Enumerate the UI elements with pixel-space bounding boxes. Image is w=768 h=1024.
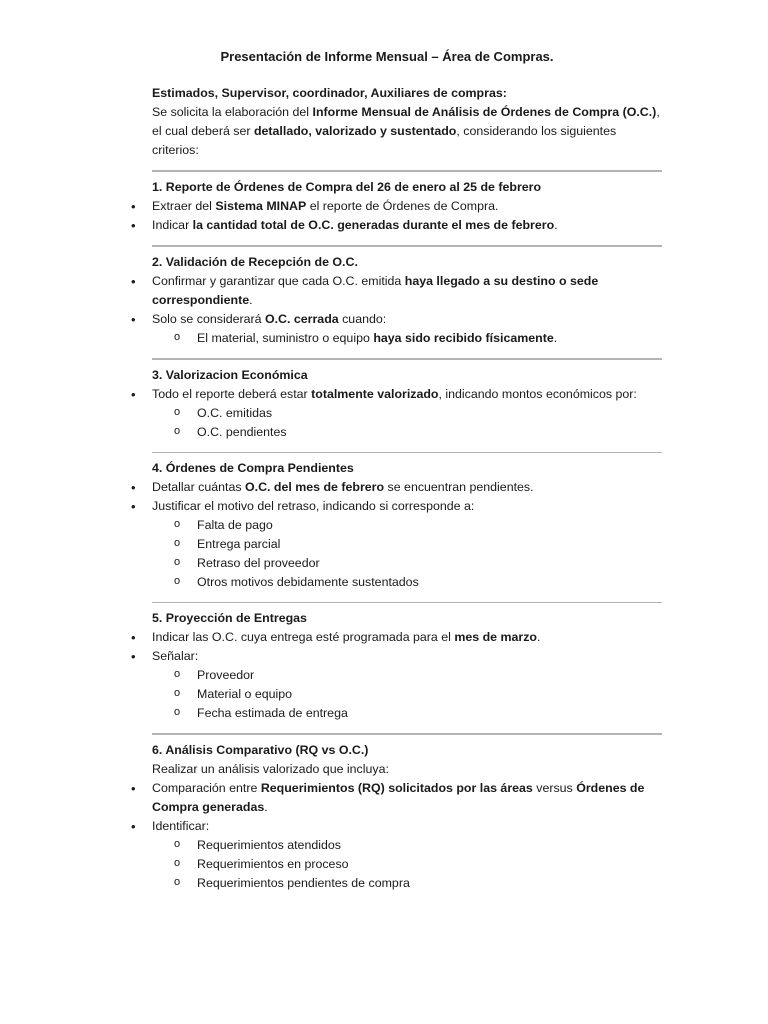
section-6-list [152,779,662,893]
sub-list [152,404,662,442]
section-title-3: 3. Valorizacion Económica [152,368,308,382]
section-divider [152,358,662,360]
intro-paragraph [152,103,662,160]
text: cuando: [338,312,387,326]
sub-list-item: o Falta de pago [197,516,662,535]
list-item [152,779,662,817]
section-title-6: 6. Análisis Comparativo (RQ vs O.C.) [152,743,369,757]
intro-bold-requirements: detallado, valorizado y sustentado [253,124,457,138]
bold-text: haya sido recibido físicamente [373,331,554,345]
list-item [152,197,662,216]
text: . [249,293,253,307]
bold-text: O.C. cerrada [264,312,339,326]
section-title-5: 5. Proyección de Entregas [152,611,307,625]
bold-text: la cantidad total de O.C. generadas durante el mes de febrero [192,218,555,232]
bold-text: O.C. del mes de febrero [244,480,385,494]
sub-list-item: o Proveedor [197,666,662,685]
text: . [537,630,541,644]
text: El material, suministro o equipo [197,331,374,345]
list-item [152,385,662,442]
section-title-4: 4. Órdenes de Compra Pendientes [152,461,354,475]
sub-list [152,666,662,723]
sub-list-item: o Fecha estimada de entrega [197,704,662,723]
text: Extraer del [152,199,216,213]
text: , indicando montos económicos por: [438,387,637,401]
sub-list-item [197,329,662,348]
list-item [152,310,662,348]
bold-text: Requerimientos (RQ) solicitados por las áreas [260,781,533,795]
sub-list-item: o Retraso del proveedor [197,554,662,573]
section-title-1: 1. Reporte de Órdenes de Compra del 26 de enero al 25 de febrero [152,180,542,194]
sub-list [152,516,662,592]
sub-list-item: o O.C. pendientes [197,423,662,442]
sub-list-item: o O.C. emitidas [197,404,662,423]
sub-list-item: o Requerimientos atendidos [197,836,662,855]
bold-text: haya llegado a su destino o sede correspondiente [152,274,599,307]
intro-bold-report-name: Informe Mensual de Análisis de Órdenes de Compra (O.C.) [312,105,657,119]
document-title: Presentación de Informe Mensual – Área de Compras. [220,49,554,64]
sub-list-item: o Entrega parcial [197,535,662,554]
bold-text: Órdenes de Compra generadas [152,781,645,814]
section-4-list [152,478,662,592]
bold-text: Sistema MINAP [215,199,307,213]
text: Justificar el motivo del retraso, indicando si corresponde a: [152,499,475,513]
section-1-list [152,197,662,235]
section-3-list [152,385,662,442]
sub-list [152,329,662,348]
section-divider [152,602,662,603]
text: Señalar: [152,649,199,663]
text: el reporte de Órdenes de Compra. [306,199,499,213]
text: Confirmar y garantizar que cada O.C. emitida [152,274,405,288]
bold-text: totalmente valorizado [311,387,439,401]
text: Detallar cuántas [152,480,245,494]
intro-text: , el cual deberá ser [152,105,660,138]
section-divider [152,733,662,735]
sub-list-item: o Otros motivos debidamente sustentados [197,573,662,592]
text: . [264,800,268,814]
list-item [152,817,662,893]
list-item [152,478,662,497]
section-5-list [152,628,662,723]
list-item [152,272,662,310]
section-divider [152,170,662,172]
section-title-2: 2. Validación de Recepción de O.C. [152,255,358,269]
greeting: Estimados, Supervisor, coordinador, Auxiliares de compras: [152,86,507,100]
text: Indicar las O.C. cuya entrega esté programada para el [152,630,455,644]
text: Comparación entre [152,781,261,795]
section-2-list [152,272,662,348]
text: versus [532,781,577,795]
section-divider [152,452,662,453]
section-divider [152,245,662,247]
list-item [152,628,662,647]
text: se encuentran pendientes. [384,480,534,494]
sub-list-item: o Requerimientos pendientes de compra [197,874,662,893]
list-item [152,497,662,592]
text: Solo se considerará [152,312,265,326]
text: Identificar: [152,819,210,833]
text: . [553,331,558,345]
sub-list-item: o Requerimientos en proceso [197,855,662,874]
document-body [152,84,662,893]
sub-list [152,836,662,893]
intro-text: Se solicita la elaboración del [152,105,313,119]
text: Indicar [152,218,193,232]
list-item [152,216,662,235]
list-item [152,647,662,723]
section-6-intro: Realizar un análisis valorizado que incluya: [152,762,389,776]
bold-text: mes de marzo [454,630,537,644]
intro-text: , considerando los siguientes criterios: [152,124,617,157]
text: Todo el reporte deberá estar [152,387,312,401]
sub-list-item: o Material o equipo [197,685,662,704]
text: . [554,218,558,232]
